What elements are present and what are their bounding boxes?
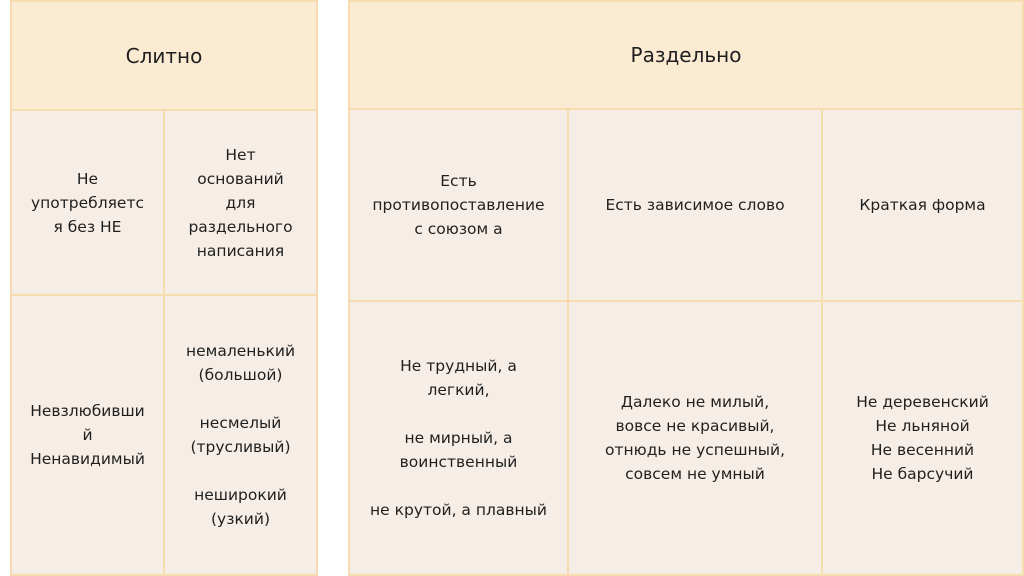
slitno-row1-col2-text: Нет оснований для раздельного написания (188, 145, 293, 260)
razdelno-row1-col2 (567, 108, 823, 302)
razdelno-row2-col2 (567, 300, 823, 576)
slitno-row1-col2 (163, 109, 318, 296)
slitno-row2-col2-text: немаленький (большой) несмелый (трусливый) неширокий (узкий) (185, 342, 296, 528)
header-slitno (10, 0, 318, 111)
razdelno-row1-col1-text: Есть противопоставление с союзом а (372, 172, 545, 238)
razdelno-row1-col3-text: Краткая форма (859, 196, 986, 214)
slitno-row1-col1 (10, 109, 165, 296)
razdelno-row2-col3-text: Не деревенский Не льняной Не весенний Не барсучий (856, 393, 989, 483)
header-razdelno-text: Раздельно (630, 43, 742, 67)
razdelno-row2-col3 (821, 300, 1024, 576)
razdelno-row1-col1 (348, 108, 569, 302)
slitno-row2-col1 (10, 294, 165, 576)
razdelno-row1-col3 (821, 108, 1024, 302)
razdelno-row2-col1-text: Не трудный, а легкий, не мирный, а воинственный не крутой, а плавный (370, 357, 547, 519)
razdelno-row2-col1 (348, 300, 569, 576)
razdelno-row2-col2-text: Далеко не милый, вовсе не красивый, отнюдь не успешный, совсем не умный (605, 393, 785, 483)
header-slitno-text: Слитно (125, 43, 203, 68)
table-gap (318, 0, 348, 576)
header-razdelno (348, 0, 1024, 110)
slitno-row1-col1-text: Не употребляетс я без НЕ (30, 169, 145, 236)
slitno-row2-col2 (163, 294, 318, 576)
razdelno-row1-col2-text: Есть зависимое слово (605, 196, 785, 214)
slitno-row2-col1-text: Невзлюбивши й Ненавидимый (30, 402, 145, 468)
